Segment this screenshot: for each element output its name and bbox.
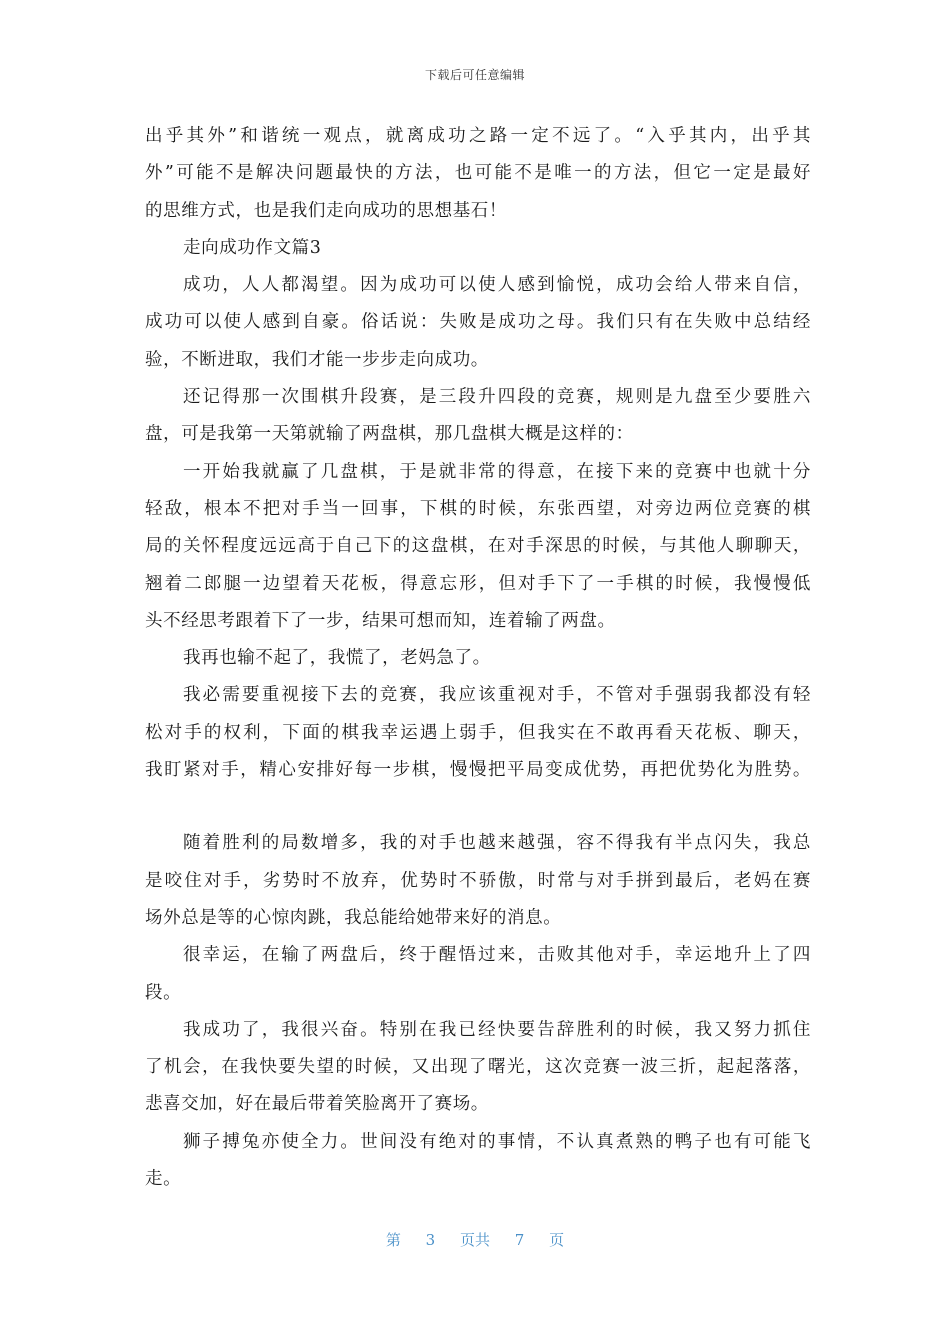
text-line: 是咬住对手，劣势时不放弃，优势时不骄傲，时常与对手拼到最后，老妈在赛: [145, 870, 811, 891]
text-line: 段。: [145, 982, 182, 1003]
page-footer: [0, 1229, 950, 1250]
footer-page-label: 第: [385, 1231, 401, 1249]
text-line: 成功可以使人感到自豪。俗话说：失败是成功之母。我们只有在失败中总结经: [145, 312, 811, 333]
text-line: 轻敌，根本不把对手当一回事，下棋的时候，东张西望，对旁边两位竞赛的棋: [145, 498, 811, 519]
text-line: 松对手的权利，下面的棋我幸运遇上弱手，但我实在不敢再看天花板、聊天，: [145, 722, 811, 743]
footer-page-mid: 页共: [459, 1231, 490, 1249]
text-line: 头不经思考跟着下了一步，结果可想而知，连着输了两盘。: [145, 610, 616, 631]
document-body: [145, 118, 811, 1198]
text-line: 随着胜利的局数增多，我的对手也越来越强，容不得我有半点闪失，我总: [183, 833, 811, 854]
page-header: 下载后可任意编辑: [424, 68, 525, 82]
text-line: 外”可能不是解决问题最快的方法，也可能不是唯一的方法，但它一定是最好: [145, 163, 811, 184]
section-heading: 走向成功作文篇3: [183, 237, 322, 258]
text-line: 一开始我就赢了几盘棋，于是就非常的得意，在接下来的竞赛中也就十分: [183, 461, 811, 482]
text-line: 走。: [145, 1169, 182, 1190]
text-line: 我成功了，我很兴奋。特别在我已经快要告辞胜利的时候，我又努力抓住: [183, 1019, 811, 1040]
text-line: 我必需要重视接下去的竞赛，我应该重视对手，不管对手强弱我都没有轻: [183, 685, 811, 706]
text-line: 局的关怀程度远远高于自己下的这盘棋，在对手深思的时候，与其他人聊聊天，: [145, 536, 811, 557]
text-line: 很幸运，在输了两盘后，终于醒悟过来，击败其他对手，幸运地升上了四: [183, 945, 811, 966]
footer-total-pages: 7: [514, 1231, 525, 1249]
text-line: 验，不断进取，我们才能一步步走向成功。: [145, 349, 489, 370]
text-line: 我盯紧对手，精心安排好每一步棋，慢慢把平局变成优势，再把优势化为胜势。: [145, 760, 811, 781]
text-line: 出乎其外”和谐统一观点，就离成功之路一定不远了。“入乎其内，出乎其: [145, 126, 811, 146]
text-line: 成功，人人都渴望。因为成功可以使人感到愉悦，成功会给人带来自信，: [183, 275, 811, 296]
text-line: 盘，可是我第一天第就输了两盘棋，那几盘棋大概是这样的：: [145, 424, 634, 445]
text-line: 场外总是等的心惊肉跳，我总能给她带来好的消息。: [145, 907, 562, 928]
footer-page-end: 页: [549, 1231, 565, 1249]
text-line: 翘着二郎腿一边望着天花板，得意忘形，但对手下了一手棋的时候，我慢慢低: [145, 573, 811, 594]
text-line: 我再也输不起了，我慌了，老妈急了。: [183, 648, 491, 669]
paragraph-gap: [145, 789, 811, 825]
text-line: 还记得那一次围棋升段赛，是三段升四段的竞赛，规则是九盘至少要胜六: [183, 387, 811, 408]
text-line: 悲喜交加，好在最后带着笑脸离开了赛场。: [145, 1094, 489, 1115]
footer-current-page: 3: [425, 1231, 436, 1249]
text-line: 的思维方式，也是我们走向成功的思想基石！: [145, 200, 507, 221]
text-line: 了机会，在我快要失望的时候，又出现了曙光，这次竞赛一波三折，起起落落，: [145, 1057, 811, 1078]
text-line: 狮子搏兔亦使全力。世间没有绝对的事情，不认真煮熟的鸭子也有可能飞: [183, 1131, 811, 1152]
